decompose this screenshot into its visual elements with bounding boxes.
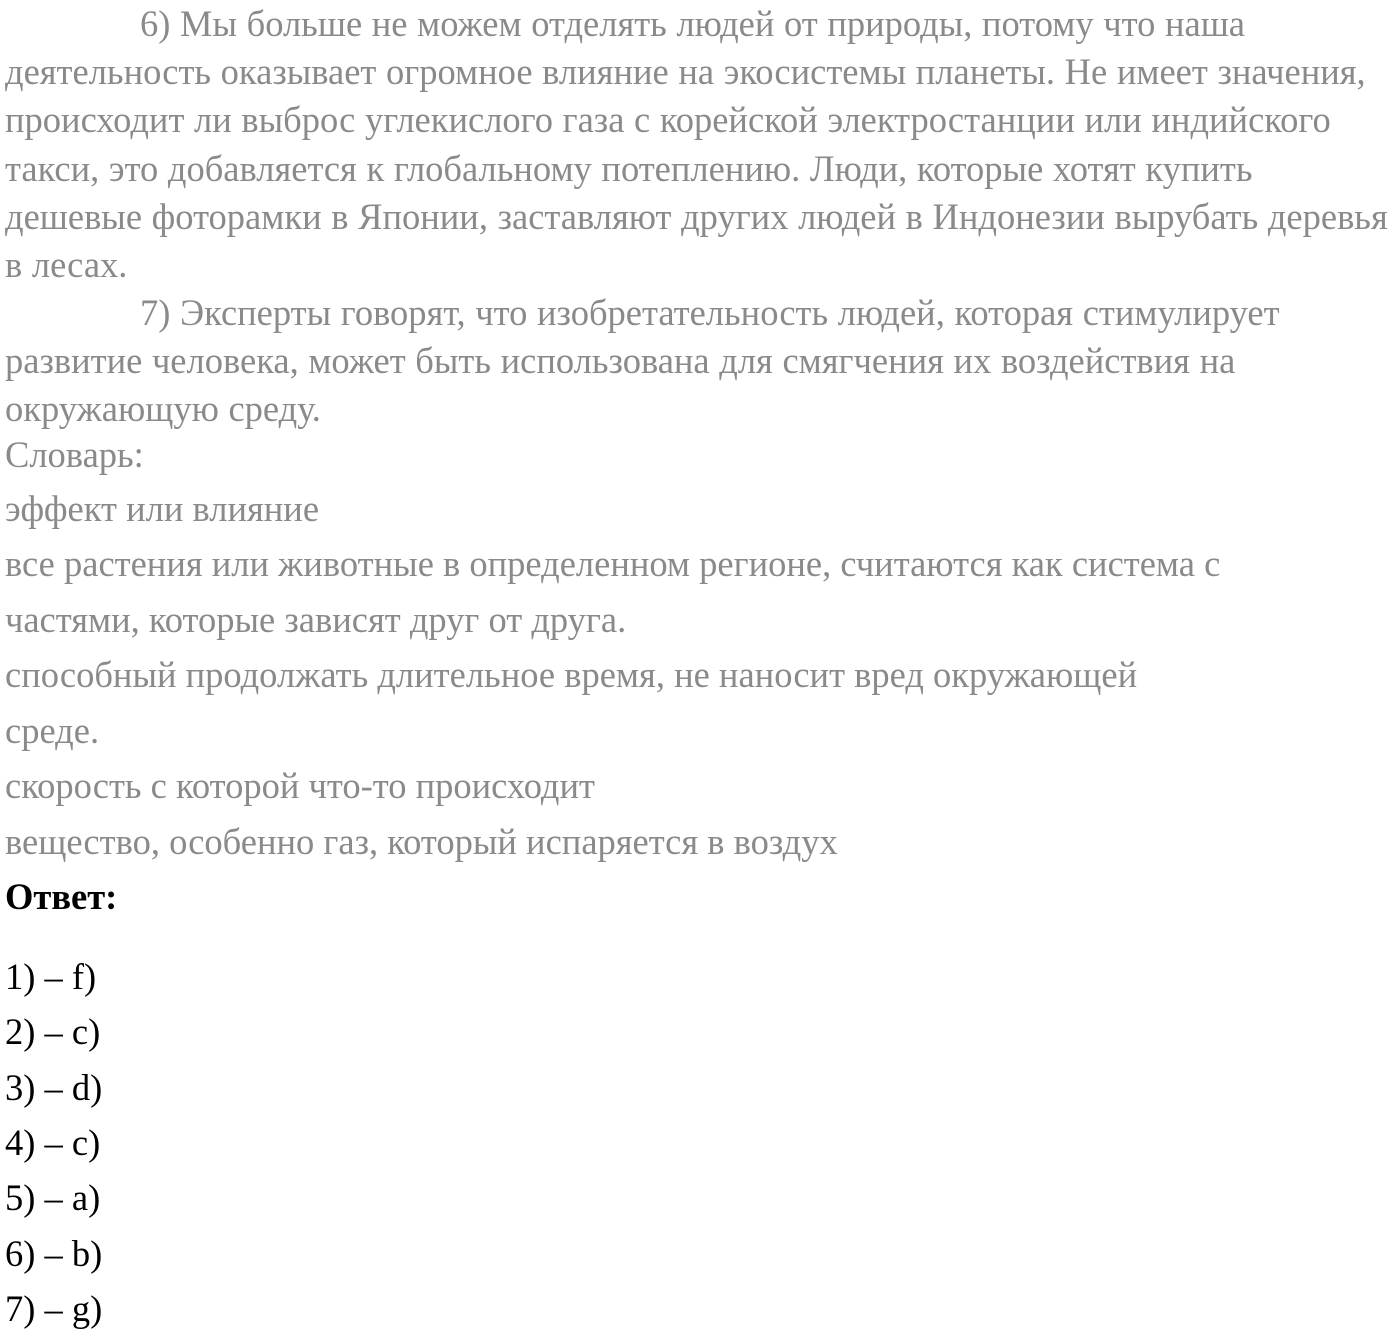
- answer-item: 2) – c): [5, 1011, 101, 1052]
- answer-item: 6) – b): [5, 1233, 103, 1274]
- vocabulary-entry: эффект или влияние: [5, 488, 320, 529]
- answer-item: 7) – g): [5, 1288, 103, 1329]
- answer-item: 5) – a): [5, 1177, 101, 1218]
- answer-item: 4) – c): [5, 1122, 101, 1163]
- vocabulary-label: Словарь:: [5, 434, 144, 475]
- paragraph-7: 7) Эксперты говорят, что изобретательность людей, которая стимулирует развитие человека, может быть использована для смягчения их воздействия на окружающую среду.: [5, 292, 1280, 430]
- answer-item: 1) – f): [5, 956, 97, 997]
- vocabulary-entry: все растения или животные в определенном регионе, считаются как система с: [5, 543, 1221, 584]
- vocabulary-entry: скорость с которой что-то происходит: [5, 765, 595, 806]
- vocabulary-entry: среде.: [5, 710, 100, 751]
- answer-item: 3) – d): [5, 1067, 103, 1108]
- paragraph-6: 6) Мы больше не можем отделять людей от природы, потому что наша деятельность оказывает огромное влияние на экосистемы планеты. Не имеет значения, происходит ли выброс углекислого газа с корейской электростанции или индийского такси, это добавляется к глобальному потеплению. Люди, которые хотят купить дешевые фоторамки в Японии, заставляют других людей в Индонезии вырубать деревья в лесах.: [5, 3, 1388, 286]
- vocabulary-entry: способный продолжать длительное время, не наносит вред окружающей: [5, 654, 1138, 695]
- answer-title: Ответ:: [5, 876, 118, 917]
- vocabulary-entry: частями, которые зависят друг от друга.: [5, 599, 627, 640]
- vocabulary-entry: вещество, особенно газ, который испаряется в воздух: [5, 821, 838, 862]
